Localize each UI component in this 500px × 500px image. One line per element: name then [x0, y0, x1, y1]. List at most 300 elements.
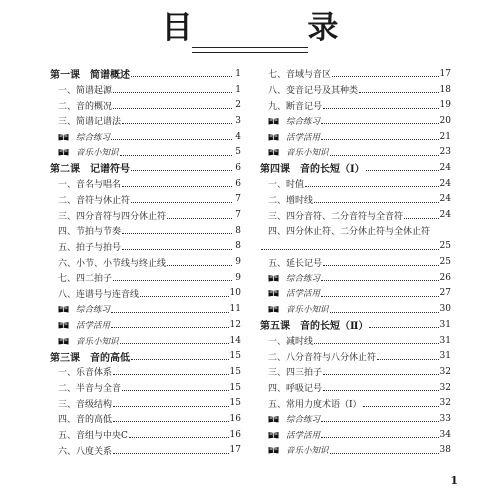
dot-leader — [363, 406, 439, 407]
entry-label: 小节、小节线与终止线 — [76, 258, 167, 269]
dot-leader — [330, 312, 439, 313]
exercise-title — [260, 303, 329, 315]
exercise-title — [50, 146, 119, 158]
page-ref: 19 — [439, 100, 451, 111]
page-ref: 15 — [229, 398, 241, 409]
exercise-title — [50, 131, 110, 143]
entry-title — [260, 350, 376, 363]
lesson-title — [50, 66, 130, 81]
toc-exercise-entry — [260, 286, 451, 302]
entry-number: 五、 — [58, 242, 77, 253]
exercise-title — [260, 272, 320, 284]
toc-exercise-entry — [260, 129, 451, 145]
page-ref: 8 — [235, 241, 241, 252]
entry-number: 二、 — [58, 195, 77, 206]
dot-leader — [330, 155, 439, 156]
page-ref: 25 — [439, 241, 451, 252]
dot-leader — [129, 437, 229, 438]
toc-lesson-heading — [260, 160, 451, 176]
dot-leader — [113, 280, 232, 281]
entry-number: 七、 — [58, 274, 77, 285]
page-ref: 33 — [439, 413, 451, 424]
entry-label: 音组与中央C — [76, 431, 128, 442]
page-ref: 7 — [235, 210, 241, 221]
entry-number: 八、 — [58, 289, 77, 300]
entry-title — [260, 224, 430, 237]
entry-title — [260, 256, 322, 269]
lesson-label: 音的高低 — [90, 352, 130, 364]
toc-exercise-entry — [260, 427, 451, 443]
lesson-title — [50, 349, 130, 364]
entry-title — [50, 381, 121, 394]
toc-entry — [260, 364, 451, 380]
toc-exercise-entry — [260, 411, 451, 427]
toc-entry — [50, 395, 241, 411]
entry-title — [50, 428, 128, 441]
entry-label: 八分音符与八分休止符 — [286, 352, 377, 363]
entry-label: 节拍与节奏 — [76, 227, 122, 238]
page-ref: 24 — [439, 210, 451, 221]
dot-leader — [314, 343, 439, 344]
exercise-label: 综合练习 — [286, 273, 321, 284]
page-ref: 6 — [235, 178, 241, 189]
entry-label: 断音记号 — [286, 101, 323, 112]
book-icon — [268, 289, 279, 297]
book-icon — [58, 305, 69, 313]
entry-label: 音的概况 — [76, 101, 113, 112]
entry-label: 音符与休止符 — [76, 195, 131, 206]
toc-exercise-entry — [50, 317, 241, 333]
toc-left-column — [50, 66, 241, 458]
entry-label: 常用力度术语（Ⅰ） — [286, 399, 362, 410]
entry-title — [260, 177, 304, 190]
exercise-label: 活学活用 — [286, 289, 321, 300]
page-ref: 12 — [229, 319, 241, 330]
dot-leader — [120, 155, 232, 156]
toc-entry — [50, 411, 241, 427]
page-ref: 17 — [439, 68, 451, 79]
book-icon — [268, 305, 279, 313]
entry-title — [260, 83, 358, 96]
exercise-label: 综合练习 — [286, 414, 321, 425]
book-icon — [268, 431, 279, 439]
exercise-title — [50, 303, 110, 315]
entry-title — [50, 412, 112, 425]
page-ref: 26 — [439, 272, 451, 283]
page-ref: 34 — [439, 429, 451, 440]
page-ref: 24 — [439, 194, 451, 205]
dot-leader — [113, 108, 232, 109]
book-icon — [268, 446, 279, 454]
toc-exercise-entry — [50, 333, 241, 349]
dot-leader — [122, 390, 229, 391]
page-ref: 31 — [439, 319, 451, 330]
toc-lesson-heading — [50, 66, 241, 82]
toc-exercise-entry — [50, 144, 241, 160]
page-ref: 9 — [235, 272, 241, 283]
page-ref: 21 — [439, 131, 451, 142]
lesson-title — [50, 160, 130, 175]
entry-label: 连谱号与连音线 — [76, 289, 140, 300]
entry-title — [50, 444, 112, 457]
toc-entry — [50, 97, 241, 113]
exercise-label: 活学活用 — [76, 320, 111, 331]
toc-entry — [260, 380, 451, 396]
entry-title — [50, 83, 112, 96]
exercise-label: 综合练习 — [76, 132, 111, 143]
entry-number: 三、 — [268, 368, 287, 379]
toc-exercise-entry — [260, 443, 451, 459]
toc-lesson-heading — [50, 348, 241, 364]
book-icon — [58, 133, 69, 141]
lesson-number: 第五课 — [260, 321, 290, 333]
entry-title — [50, 193, 130, 206]
toc-entry-continuation — [260, 239, 451, 255]
entry-label: 八度关系 — [76, 446, 113, 457]
dot-leader — [122, 186, 232, 187]
entry-title — [50, 99, 112, 112]
page-ref: 3 — [235, 115, 241, 126]
exercise-label: 音乐小知识 — [286, 148, 329, 159]
entry-label: 半音与全音 — [76, 384, 122, 395]
toc-entry — [50, 223, 241, 239]
entry-number: 三、 — [268, 211, 287, 222]
entry-label: 四分音符与四分休止符 — [76, 211, 167, 222]
entry-number: 二、 — [268, 195, 287, 206]
entry-number: 五、 — [268, 258, 287, 269]
book-icon — [58, 337, 69, 345]
entry-number: 六、 — [58, 446, 77, 457]
lesson-title — [260, 317, 368, 332]
entry-number: 七、 — [268, 70, 287, 81]
toc-entry — [260, 66, 451, 82]
dot-leader — [122, 123, 232, 124]
exercise-title — [260, 429, 320, 441]
toc-entry — [50, 380, 241, 396]
entry-number: 四、 — [268, 384, 287, 395]
page-ref: 38 — [439, 445, 451, 456]
page-number: 1 — [450, 474, 458, 487]
page-ref: 2 — [235, 100, 241, 111]
dot-leader — [113, 453, 229, 454]
entry-label: 呼吸记号 — [286, 384, 323, 395]
exercise-label: 音乐小知识 — [76, 148, 119, 159]
entry-label: 减时线 — [286, 337, 314, 348]
entry-title — [260, 381, 322, 394]
page-ref: 10 — [229, 288, 241, 299]
dot-leader — [111, 139, 232, 140]
dot-leader — [323, 265, 439, 266]
lesson-label: 音的长短（Ⅱ） — [300, 321, 369, 333]
toc-right-column — [260, 66, 451, 458]
dot-leader — [323, 374, 439, 375]
entry-number: 一、 — [58, 86, 77, 97]
entry-label: 四分音符、二分音符与全音符 — [286, 211, 404, 222]
entry-title — [260, 334, 313, 347]
exercise-title — [50, 335, 119, 347]
toc-entry — [260, 192, 451, 208]
page-ref: 16 — [229, 429, 241, 440]
book-icon — [268, 274, 279, 282]
toc-entry — [50, 113, 241, 129]
page-ref: 15 — [229, 351, 241, 362]
page-ref: 1 — [235, 84, 241, 95]
page-ref: 1 — [235, 68, 241, 79]
dot-leader — [321, 296, 439, 297]
book-icon — [268, 133, 279, 141]
entry-label: 拍子与拍号 — [76, 242, 122, 253]
page-ref: 5 — [235, 147, 241, 158]
entry-number: 八、 — [268, 86, 287, 97]
entry-number: 一、 — [268, 180, 287, 191]
toc-entry — [50, 427, 241, 443]
dot-leader — [321, 280, 439, 281]
toc-entry — [260, 333, 451, 349]
exercise-title — [260, 131, 320, 143]
entry-label: 音级结构 — [76, 399, 113, 410]
dot-leader — [321, 421, 439, 422]
toc-entry — [50, 192, 241, 208]
entry-label: 延长记号 — [286, 258, 323, 269]
page-ref: 7 — [235, 194, 241, 205]
dot-leader — [305, 186, 439, 187]
entry-label: 乐音体系 — [76, 368, 113, 379]
dot-leader — [122, 249, 232, 250]
exercise-label: 音乐小知识 — [286, 446, 329, 457]
entry-title — [50, 177, 121, 190]
dot-leader — [261, 249, 439, 250]
entry-title — [50, 365, 112, 378]
entry-title — [260, 365, 322, 378]
page-ref: 9 — [235, 257, 241, 268]
dot-leader — [321, 139, 439, 140]
toc-entry — [50, 270, 241, 286]
book-icon — [268, 148, 279, 156]
entry-label: 四分休止符、二分休止符与全休止符 — [286, 227, 431, 238]
toc-lesson-heading — [50, 160, 241, 176]
toc-entry — [260, 254, 451, 270]
dot-leader — [321, 437, 439, 438]
page-ref: 18 — [439, 84, 451, 95]
toc-exercise-entry — [50, 129, 241, 145]
toc-entry — [50, 286, 241, 302]
dot-leader — [359, 92, 439, 93]
entry-label: 简谱起源 — [76, 86, 113, 97]
exercise-title — [260, 115, 320, 127]
dot-leader — [131, 170, 232, 171]
dot-leader — [377, 359, 439, 360]
lesson-number: 第三课 — [50, 352, 80, 364]
entry-title — [260, 67, 331, 80]
dot-leader — [167, 265, 232, 266]
page-ref: 6 — [235, 162, 241, 173]
exercise-title — [260, 444, 329, 456]
dot-leader — [131, 202, 232, 203]
dot-leader — [321, 123, 439, 124]
toc-entry — [260, 176, 451, 192]
entry-number: 三、 — [58, 399, 77, 410]
dot-leader — [332, 76, 439, 77]
entry-title — [260, 209, 403, 222]
toc-entry — [260, 395, 451, 411]
lesson-number: 第二课 — [50, 164, 80, 176]
exercise-title — [260, 146, 329, 158]
dot-leader — [113, 92, 232, 93]
toc-entry — [50, 364, 241, 380]
page-ref: 32 — [439, 382, 451, 393]
dot-leader — [113, 421, 229, 422]
lesson-label: 记谱符号 — [90, 164, 130, 176]
page-ref: 20 — [439, 115, 451, 126]
entry-number: 一、 — [58, 180, 77, 191]
page-ref: 16 — [229, 413, 241, 424]
entry-title — [50, 256, 166, 269]
entry-title — [50, 287, 139, 300]
exercise-label: 音乐小知识 — [286, 305, 329, 316]
toc-exercise-entry — [260, 113, 451, 129]
exercise-label: 综合练习 — [76, 305, 111, 316]
entry-number: 四、 — [58, 415, 77, 426]
entry-number: 三、 — [58, 117, 77, 128]
lesson-label: 简谱概述 — [90, 70, 130, 82]
exercise-label: 综合练习 — [286, 116, 321, 127]
entry-number: 二、 — [58, 101, 77, 112]
entry-label: 时值 — [286, 180, 305, 191]
dot-leader — [330, 453, 439, 454]
dot-leader — [120, 343, 229, 344]
book-icon — [268, 415, 279, 423]
entry-title — [50, 271, 112, 284]
exercise-label: 音乐小知识 — [76, 336, 119, 347]
exercise-label: 活学活用 — [286, 132, 321, 143]
entry-number: 一、 — [268, 337, 287, 348]
lesson-title — [260, 160, 365, 175]
toc-lesson-heading — [260, 317, 451, 333]
page-ref: 27 — [439, 288, 451, 299]
entry-title — [50, 397, 112, 410]
book-icon — [58, 321, 69, 329]
toc-entry — [50, 207, 241, 223]
toc-entry — [50, 443, 241, 459]
toc-entry — [260, 348, 451, 364]
dot-leader — [314, 202, 439, 203]
entry-title — [50, 240, 121, 253]
page-ref: 32 — [439, 398, 451, 409]
dot-leader — [113, 374, 229, 375]
page-ref: 31 — [439, 351, 451, 362]
toc-entry — [260, 207, 451, 223]
entry-label: 增时线 — [286, 195, 314, 206]
toc-entry — [260, 223, 451, 239]
entry-number: 二、 — [58, 384, 77, 395]
exercise-label: 活学活用 — [286, 430, 321, 441]
dot-leader — [111, 327, 229, 328]
exercise-title — [260, 413, 320, 425]
entry-number: 九、 — [268, 101, 287, 112]
book-icon — [58, 148, 69, 156]
dot-leader — [323, 108, 439, 109]
page-ref: 24 — [439, 162, 451, 173]
entry-title — [260, 99, 322, 112]
entry-label: 音的高低 — [76, 415, 113, 426]
entry-number: 二、 — [268, 352, 287, 363]
lesson-number: 第四课 — [260, 164, 290, 176]
dot-leader — [167, 218, 232, 219]
entry-label: 四三拍子 — [286, 368, 323, 379]
page-ref: 17 — [229, 445, 241, 456]
toc-exercise-entry — [260, 144, 451, 160]
toc-entry — [260, 82, 451, 98]
book-icon — [268, 117, 279, 125]
toc-exercise-entry — [260, 270, 451, 286]
toc-entry — [50, 239, 241, 255]
page-ref: 14 — [229, 335, 241, 346]
entry-number: 三、 — [58, 211, 77, 222]
entry-label: 变音记号及其种类 — [286, 86, 359, 97]
title-underline — [192, 47, 308, 53]
entry-number: 四、 — [58, 227, 77, 238]
page-ref: 31 — [439, 335, 451, 346]
page-ref: 25 — [439, 257, 451, 268]
entry-number: 六、 — [58, 258, 77, 269]
dot-leader — [111, 312, 229, 313]
toc-exercise-entry — [50, 301, 241, 317]
page-ref: 8 — [235, 225, 241, 236]
toc-entry — [260, 97, 451, 113]
page-title: 目 录 — [161, 10, 391, 46]
entry-label: 四二拍子 — [76, 274, 113, 285]
lesson-number: 第一课 — [50, 70, 80, 82]
dot-leader — [404, 218, 439, 219]
toc-exercise-entry — [260, 301, 451, 317]
entry-label: 音域与音区 — [286, 70, 332, 81]
dot-leader — [369, 327, 438, 328]
dot-leader — [122, 233, 232, 234]
entry-number: 一、 — [58, 368, 77, 379]
dot-leader — [131, 359, 229, 360]
page-ref: 15 — [229, 382, 241, 393]
page-ref: 30 — [439, 304, 451, 315]
entry-label: 简谱记谱法 — [76, 117, 122, 128]
page-ref: 11 — [229, 304, 241, 315]
dot-leader — [323, 390, 439, 391]
entry-number: 五、 — [58, 431, 77, 442]
lesson-label: 音的长短（Ⅰ） — [300, 164, 365, 176]
entry-title — [50, 209, 166, 222]
toc-entry — [50, 82, 241, 98]
dot-leader — [366, 170, 439, 171]
page-ref: 24 — [439, 178, 451, 189]
entry-title — [260, 193, 313, 206]
exercise-title — [50, 319, 110, 331]
page-ref: 4 — [235, 131, 241, 142]
entry-title — [50, 224, 121, 237]
exercise-title — [260, 287, 320, 299]
entry-title — [260, 397, 362, 410]
entry-title — [50, 114, 121, 127]
dot-leader — [113, 406, 229, 407]
entry-number: 五、 — [268, 399, 287, 410]
dot-leader — [131, 76, 232, 77]
page-ref: 15 — [229, 366, 241, 377]
entry-label: 音名与唱名 — [76, 180, 122, 191]
page-ref: 32 — [439, 366, 451, 377]
page-ref: 23 — [439, 147, 451, 158]
toc-entry — [50, 254, 241, 270]
toc-entry — [50, 176, 241, 192]
entry-number: 四、 — [268, 227, 287, 238]
dot-leader — [140, 296, 229, 297]
